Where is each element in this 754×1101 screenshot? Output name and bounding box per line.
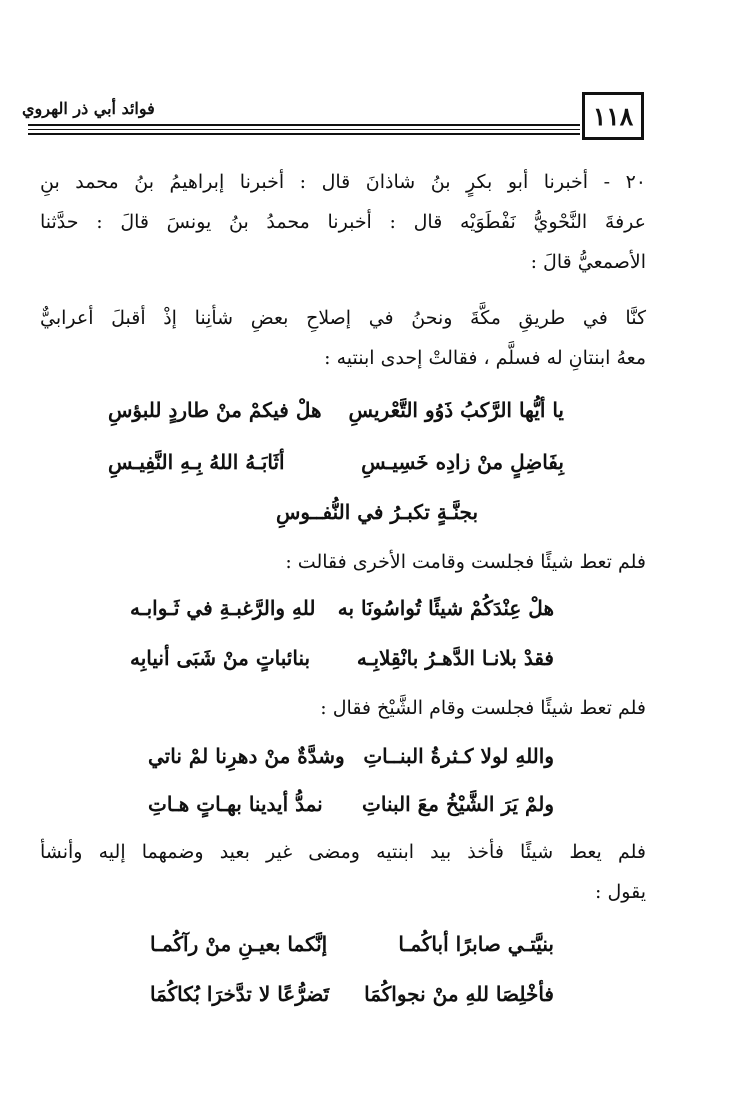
verse-hemistich: بجنَّـةٍ تكبـرُ في النُّفــوسِ: [275, 500, 479, 524]
page-number: ١١٨: [592, 101, 634, 131]
paragraph-isnad: [40, 162, 646, 282]
verse-hemistich: للهِ والرَّغبـةِ في ثَـوابـه: [130, 596, 316, 620]
text-line: فلم تعط شيئًا فجلست وقامت الأخرى فقالت :: [285, 551, 646, 573]
verse-hemistich: هلْ فيكمْ منْ طاردٍ للبؤسِ: [108, 398, 322, 422]
text-line: عرفةَ النَّحْويُّ نَفْطَوَيْه قال : أخبرنا محمدُ بنُ يونسَ قالَ : حدَّثنا: [40, 211, 646, 233]
text-line: يقول :: [595, 881, 646, 903]
paragraph-story: [40, 298, 646, 378]
poem-verse: [0, 596, 754, 626]
paragraph-narration: [40, 688, 646, 728]
header-rule: [28, 133, 580, 135]
verse-hemistich: وشدَّةٌ منْ دهرِنا لمْ ناتي: [148, 744, 345, 768]
verse-hemistich: تَضرُّعًا لا تدَّخرَا بُكاكُمَا: [150, 982, 330, 1006]
poem-verse: [0, 792, 754, 822]
poem-verse: [0, 744, 754, 774]
verse-hemistich: فأخْلِصَا للهِ منْ نجواكُمَا: [364, 982, 554, 1006]
text-line: كنَّا في طريقِ مكَّةَ ونحنُ في إصلاحِ بعضِ شأنِنا إذْ أقبلَ أعرابيٌّ: [40, 307, 646, 329]
poem-verse: [0, 932, 754, 962]
verse-hemistich: أثَابَـهُ اللهُ بِـهِ النَّفِيـسِ: [108, 450, 285, 474]
verse-hemistich: ولمْ يَرَ الشَّيْخُ معَ البناتِ: [362, 792, 554, 816]
text-line: فلم تعط شيئًا فجلست وقام الشَّيْخ فقال :: [320, 697, 646, 719]
poem-verse: [0, 982, 754, 1012]
verse-hemistich: نمدُّ أيدينا بهـاتٍ هـاتِ: [148, 792, 323, 816]
verse-hemistich: واللهِ لولا كـثرةُ البنــاتِ: [363, 744, 554, 768]
page-number-box: [582, 92, 644, 140]
text-line: فلم يعط شيئًا فأخذ بيد ابنتيه ومضى غير بعيد وضمهما إليه وأنشأ: [40, 841, 646, 863]
paragraph-narration: [40, 832, 646, 912]
verse-hemistich: إنَّكما بعيـنِ منْ رآكُمـا: [150, 932, 328, 956]
text-line: الأصمعيُّ قالَ :: [530, 251, 646, 273]
verse-hemistich: بنيَّتـي صابرًا أباكُمـا: [398, 932, 554, 956]
verse-hemistich: فقدْ بلانـا الدَّهـرُ بانْقِلابِـه: [356, 646, 554, 670]
poem-verse: [0, 398, 754, 428]
text-line: معهُ ابنتانِ له فسلَّم ، فقالتْ إحدى ابنتيه :: [324, 347, 646, 369]
verse-hemistich: هلْ عِنْدَكُمْ شيئًا تُواسُونَا به: [337, 596, 554, 620]
header-rule: [28, 129, 580, 130]
verse-hemistich: يا أيُّها الرَّكبُ ذَوُو التَّعْريسِ: [348, 398, 564, 422]
verse-hemistich: بنائباتٍ منْ شَبَى أنيابِه: [130, 646, 311, 670]
paragraph-narration: [40, 542, 646, 582]
verse-hemistich: بِفَاضِلٍ منْ زادِه خَسِيـسِ: [361, 450, 564, 474]
poem-verse: [0, 450, 754, 480]
text-line: ٢٠ - أخبرنا أبو بكرٍ بنُ شاذانَ قال : أخبرنا إبراهيمُ بنُ محمد بنِ: [40, 171, 646, 193]
header-rule: [28, 124, 580, 126]
poem-verse-single: [0, 500, 754, 530]
poem-verse: [0, 646, 754, 676]
running-header-title: فوائد أبي ذر الهروي: [22, 99, 155, 118]
